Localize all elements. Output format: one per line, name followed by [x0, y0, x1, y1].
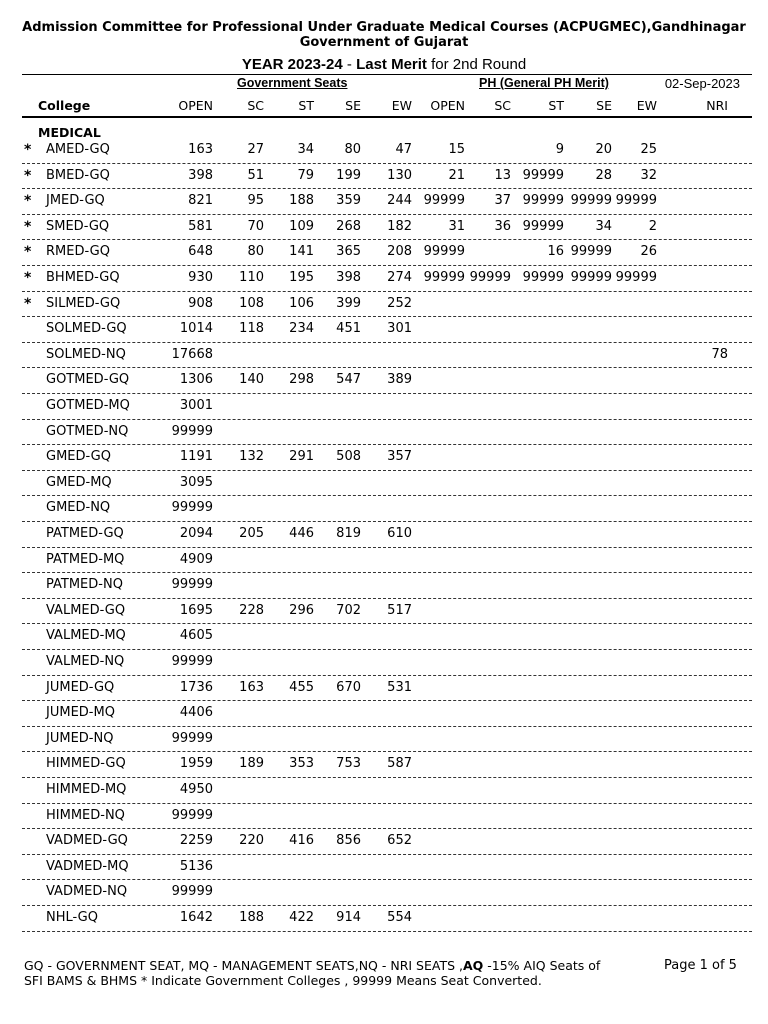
- cell-ew: 208: [387, 244, 412, 260]
- header-bottom-rule: [22, 116, 752, 118]
- table-row: [22, 215, 752, 241]
- table-row: [22, 292, 752, 318]
- college-name: VALMED-MQ: [46, 628, 126, 644]
- footer-legend: [24, 958, 644, 988]
- cell-open: 4950: [179, 782, 213, 797]
- government-college-marker: *: [24, 142, 32, 158]
- cell-open: 99999: [423, 270, 465, 285]
- cell-ew: 531: [387, 679, 412, 695]
- table-row: [22, 240, 752, 266]
- cell-ew: 357: [387, 449, 412, 465]
- cell-st: 234: [289, 321, 314, 337]
- cell-sc: 80: [247, 244, 264, 260]
- table-row: [22, 368, 752, 394]
- cell-sc: 36: [494, 218, 511, 234]
- cell-ew: 182: [387, 218, 412, 234]
- college-name: GMED-GQ: [46, 449, 111, 465]
- cell-se: 359: [336, 193, 361, 209]
- table-row: [22, 394, 752, 420]
- cell-open: 4605: [179, 628, 213, 644]
- college-name: VADMED-MQ: [46, 858, 129, 874]
- table-row: [22, 189, 752, 215]
- column-header-open: OPEN: [430, 98, 465, 113]
- cell-st: 296: [289, 602, 314, 618]
- table-row: [22, 343, 752, 369]
- cell-sc: 95: [247, 193, 264, 209]
- cell-se: 399: [336, 295, 361, 311]
- cell-open: 99999: [171, 423, 213, 439]
- column-header-se: SE: [345, 98, 361, 113]
- cell-ew: 244: [387, 193, 412, 209]
- government-title: Government of Gujarat: [299, 35, 469, 50]
- cell-open: 2094: [179, 526, 213, 541]
- cell-st: 99999: [522, 218, 564, 234]
- cell-open: 1014: [179, 321, 213, 337]
- cell-se: 34: [595, 218, 612, 234]
- cell-st: 188: [289, 193, 314, 209]
- cell-open: 1736: [179, 679, 213, 695]
- college-name: BMED-GQ: [46, 167, 110, 183]
- cell-open: 821: [188, 193, 213, 209]
- cell-open: 1306: [179, 372, 213, 388]
- report-date: 02-Sep-2023: [664, 76, 740, 91]
- cell-ew: 554: [387, 910, 412, 925]
- cell-open: 1191: [179, 449, 213, 465]
- college-name: SMED-GQ: [46, 218, 110, 234]
- cell-st: 141: [289, 244, 314, 260]
- cell-st: 353: [289, 756, 314, 772]
- cell-se: 28: [595, 167, 612, 183]
- cell-ew: 610: [387, 526, 412, 541]
- cell-open: 163: [188, 142, 213, 157]
- college-name: SOLMED-GQ: [46, 321, 127, 337]
- cell-ew: 252: [387, 295, 412, 311]
- round-label: for 2nd Round: [426, 56, 527, 73]
- table-row: [22, 496, 752, 522]
- college-name: JUMED-NQ: [46, 730, 114, 746]
- cell-ew: 26: [640, 244, 657, 260]
- college-name: HIMMED-NQ: [46, 807, 125, 823]
- section-label: MEDICAL: [38, 125, 101, 140]
- cell-se: 914: [336, 910, 361, 925]
- column-header-ew: EW: [391, 98, 412, 113]
- cell-open: 3001: [179, 398, 213, 413]
- cell-se: 268: [336, 218, 361, 234]
- cell-se: 80: [344, 142, 361, 157]
- cell-st: 99999: [522, 167, 564, 183]
- column-header-nri: NRI: [706, 98, 728, 113]
- cell-sc: 99999: [469, 270, 511, 285]
- footer-aq: AQ: [462, 958, 484, 973]
- cell-open: 31: [448, 218, 465, 234]
- cell-se: 547: [336, 372, 361, 388]
- table-row: [22, 164, 752, 190]
- college-name: SOLMED-NQ: [46, 346, 126, 362]
- table-row: [22, 855, 752, 881]
- cell-se: 99999: [570, 193, 612, 209]
- table-row: [22, 778, 752, 804]
- table-row: [22, 624, 752, 650]
- table-row: [22, 701, 752, 727]
- cell-ew: 32: [640, 167, 657, 183]
- column-header-st: ST: [298, 98, 314, 113]
- cell-st: 416: [289, 833, 314, 849]
- cell-se: 99999: [570, 270, 612, 285]
- cell-se: 99999: [570, 244, 612, 260]
- cell-open: 398: [188, 167, 213, 183]
- cell-se: 398: [336, 270, 361, 285]
- college-name: HIMMED-MQ: [46, 782, 127, 797]
- column-header-sc: SC: [247, 98, 264, 113]
- page-number: Page 1 of 5: [664, 958, 737, 973]
- cell-open: 4909: [179, 551, 213, 567]
- college-name: RMED-GQ: [46, 244, 110, 260]
- cell-open: 3095: [179, 474, 213, 490]
- year-label: YEAR 2023-24: [241, 56, 343, 73]
- table-row: [22, 445, 752, 471]
- cell-sc: 188: [239, 910, 264, 925]
- cell-open: 99999: [171, 807, 213, 823]
- cell-se: 451: [336, 321, 361, 337]
- cell-st: 455: [289, 679, 314, 695]
- cell-open: 1642: [179, 910, 213, 925]
- table-row: [22, 471, 752, 497]
- cell-ew: 47: [395, 142, 412, 157]
- cell-st: 109: [289, 218, 314, 234]
- cell-sc: 140: [239, 372, 264, 388]
- ph-seats-header: PH (General PH Merit): [479, 76, 609, 90]
- committee-title: Admission Committee for Professional Under Graduate Medical Courses (ACPUGMEC),Gandhinagar: [22, 20, 746, 35]
- cell-se: 753: [336, 756, 361, 772]
- cell-st: 298: [289, 372, 314, 388]
- college-name: VADMED-GQ: [46, 833, 128, 849]
- cell-st: 79: [297, 167, 314, 183]
- cell-open: 15: [448, 142, 465, 157]
- column-header-college: College: [38, 98, 91, 113]
- column-header-sc: SC: [494, 98, 511, 113]
- cell-open: 5136: [179, 858, 213, 874]
- college-name: SILMED-GQ: [46, 295, 121, 311]
- cell-sc: 228: [239, 602, 264, 618]
- table-row: [22, 676, 752, 702]
- cell-st: 9: [555, 142, 564, 157]
- footer-text-1: GQ - GOVERNMENT SEAT, MQ - MANAGEMENT SEATS,NQ - NRI SEATS ,: [24, 958, 463, 973]
- cell-ew: 99999: [615, 193, 657, 209]
- cell-st: 195: [289, 270, 314, 285]
- government-college-marker: *: [24, 295, 32, 312]
- cell-open: 1695: [179, 602, 213, 618]
- footer-text-3: SFI BAMS & BHMS * Indicate Government Colleges , 99999 Means Seat Converted.: [24, 973, 542, 988]
- cell-open: 2259: [179, 833, 213, 849]
- table-row: [22, 522, 752, 548]
- cell-open: 99999: [171, 654, 213, 669]
- cell-ew: 389: [387, 372, 412, 388]
- last-merit-label: Last Merit: [356, 56, 427, 73]
- cell-open: 648: [188, 244, 213, 260]
- college-name: VALMED-NQ: [46, 654, 125, 669]
- cell-open: 17668: [171, 346, 213, 362]
- college-name: GOTMED-GQ: [46, 372, 130, 388]
- table-row: [22, 548, 752, 574]
- cell-open: 1959: [179, 756, 213, 772]
- college-name: NHL-GQ: [46, 910, 98, 925]
- cell-open: 930: [188, 270, 213, 285]
- table-row: [22, 138, 752, 164]
- government-college-marker: *: [24, 270, 32, 286]
- cell-open: 21: [448, 167, 465, 183]
- cell-st: 446: [289, 526, 314, 541]
- cell-open: 99999: [423, 244, 465, 260]
- table-row: [22, 599, 752, 625]
- cell-open: 4406: [179, 705, 213, 721]
- cell-nri: 78: [711, 346, 728, 362]
- cell-ew: 99999: [615, 270, 657, 285]
- government-college-marker: *: [24, 193, 32, 210]
- cell-sc: 220: [239, 833, 264, 849]
- government-college-marker: *: [24, 167, 32, 184]
- cell-se: 819: [336, 526, 361, 541]
- college-name: AMED-GQ: [46, 142, 110, 157]
- cell-open: 908: [188, 295, 213, 311]
- cell-sc: 189: [239, 756, 264, 772]
- cell-ew: 652: [387, 833, 412, 849]
- college-name: JUMED-MQ: [46, 705, 115, 721]
- table-row: [22, 727, 752, 753]
- college-name: GMED-MQ: [46, 474, 112, 490]
- table-row: [22, 317, 752, 343]
- cell-sc: 27: [247, 142, 264, 157]
- cell-se: 856: [336, 833, 361, 849]
- college-name: PATMED-NQ: [46, 577, 123, 593]
- cell-ew: 301: [387, 321, 412, 337]
- table-row: [22, 906, 752, 932]
- column-header-se: SE: [596, 98, 612, 113]
- cell-sc: 163: [239, 679, 264, 695]
- table-row: [22, 420, 752, 446]
- cell-st: 99999: [522, 193, 564, 209]
- college-name: VADMED-NQ: [46, 884, 128, 900]
- cell-open: 99999: [171, 884, 213, 900]
- cell-ew: 517: [387, 602, 412, 618]
- cell-st: 34: [297, 142, 314, 157]
- college-name: JMED-GQ: [46, 193, 105, 209]
- cell-sc: 132: [239, 449, 264, 465]
- cell-open: 581: [188, 218, 213, 234]
- college-name: GOTMED-MQ: [46, 398, 130, 413]
- year-dash: -: [342, 56, 357, 73]
- cell-sc: 108: [239, 295, 264, 311]
- government-college-marker: *: [24, 218, 32, 235]
- cell-sc: 51: [247, 167, 264, 183]
- table-row: [22, 266, 752, 292]
- cell-sc: 70: [247, 218, 264, 234]
- header-top-rule: [22, 74, 752, 75]
- table-row: [22, 650, 752, 676]
- cell-sc: 37: [494, 193, 511, 209]
- cell-ew: 587: [387, 756, 412, 772]
- cell-open: 99999: [171, 730, 213, 746]
- column-header-ew: EW: [636, 98, 657, 113]
- cell-st: 106: [289, 295, 314, 311]
- cell-st: 422: [289, 910, 314, 925]
- table-row: [22, 804, 752, 830]
- college-name: HIMMED-GQ: [46, 756, 126, 772]
- column-header-st: ST: [548, 98, 564, 113]
- college-name: PATMED-MQ: [46, 551, 125, 567]
- college-name: VALMED-GQ: [46, 602, 126, 618]
- college-name: GOTMED-NQ: [46, 423, 129, 439]
- college-name: JUMED-GQ: [46, 679, 115, 695]
- government-college-marker: *: [24, 244, 32, 261]
- government-seats-header: Government Seats: [237, 76, 348, 90]
- table-row: [22, 829, 752, 855]
- cell-sc: 13: [494, 167, 511, 183]
- cell-ew: 274: [387, 270, 412, 285]
- cell-sc: 110: [239, 270, 264, 285]
- cell-open: 99999: [171, 500, 213, 516]
- merit-title: [0, 56, 768, 73]
- college-name: GMED-NQ: [46, 500, 111, 516]
- cell-se: 508: [336, 449, 361, 465]
- cell-se: 670: [336, 679, 361, 695]
- cell-open: 99999: [423, 193, 465, 209]
- table-row: [22, 880, 752, 906]
- cell-sc: 205: [239, 526, 264, 541]
- cell-se: 365: [336, 244, 361, 260]
- college-name: PATMED-GQ: [46, 526, 124, 541]
- cell-se: 20: [595, 142, 612, 157]
- college-name: BHMED-GQ: [46, 270, 120, 285]
- cell-st: 16: [547, 244, 564, 260]
- footer-text-2: -15% AIQ Seats of: [483, 958, 601, 973]
- table-row: [22, 752, 752, 778]
- cell-ew: 2: [648, 218, 657, 234]
- cell-open: 99999: [171, 577, 213, 593]
- cell-ew: 25: [640, 142, 657, 157]
- cell-se: 199: [336, 167, 361, 183]
- column-header-open: OPEN: [178, 98, 213, 113]
- cell-st: 99999: [522, 270, 564, 285]
- cell-se: 702: [336, 602, 361, 618]
- cell-st: 291: [289, 449, 314, 465]
- cell-sc: 118: [239, 321, 264, 337]
- table-row: [22, 573, 752, 599]
- cell-ew: 130: [387, 167, 412, 183]
